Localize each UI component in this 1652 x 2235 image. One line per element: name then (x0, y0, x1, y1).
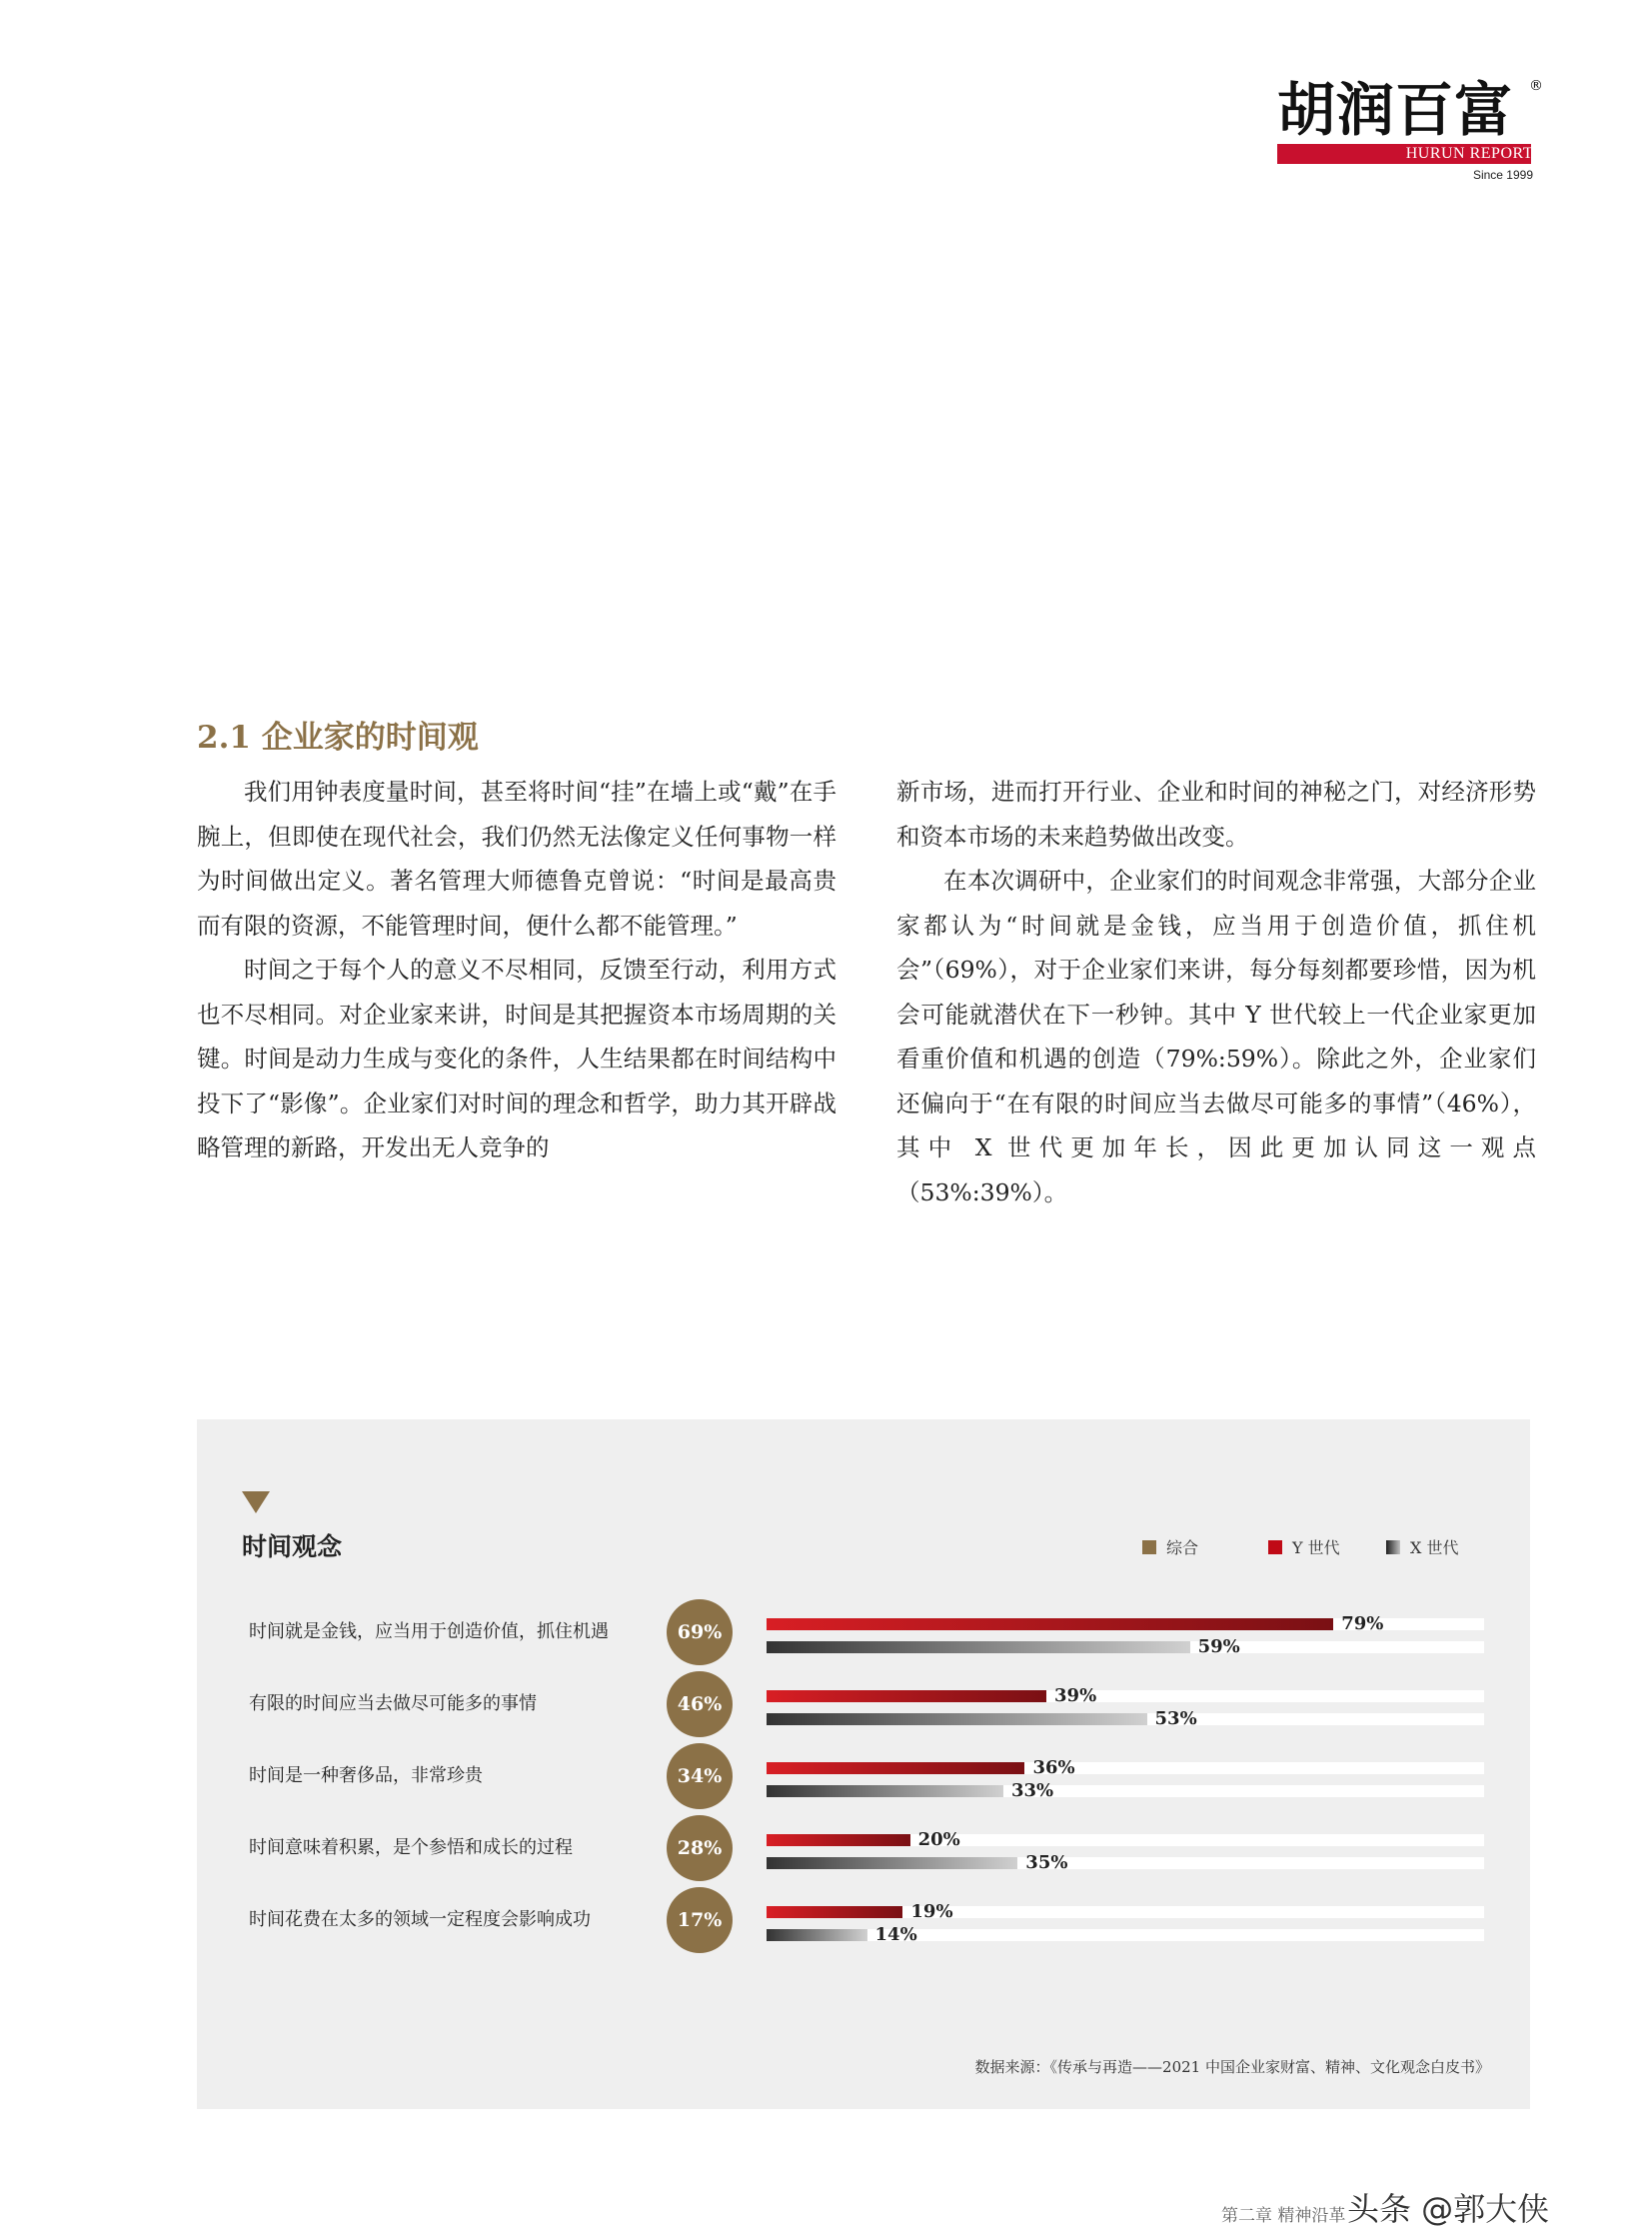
total-circle: 17% (667, 1887, 733, 1953)
category-label: 有限的时间应当去做尽可能多的事情 (249, 1693, 537, 1714)
x-value-label: 14% (874, 1924, 917, 1945)
right-column (896, 770, 1536, 1214)
y-value-label: 20% (917, 1829, 960, 1850)
legend-swatch-x (1386, 1540, 1400, 1554)
y-bar-track (767, 1834, 1484, 1846)
y-bar (767, 1690, 1046, 1702)
section-title: 2.1 企业家的时间观 (197, 720, 479, 756)
left-paragraph-1: 我们用钟表度量时间，甚至将时间“挂”在墙上或“戴”在手腕上，但即使在现代社会，我们仍然无法像定义任何事物一样为时间做出定义。著名管理大师德鲁克曾说：“时间是最高贵而有限的资源，不能管理时间，便什么都不能管理。” (197, 778, 836, 940)
y-value-label: 36% (1032, 1757, 1075, 1778)
right-paragraph-1: 新市场，进而打开行业、企业和时间的神秘之门，对经济形势和资本市场的未来趋势做出改变。 (896, 778, 1536, 851)
chart-title: 时间观念 (242, 1532, 343, 1561)
chart-panel (197, 1419, 1530, 2109)
hurun-logo (1277, 76, 1543, 184)
watermark: 头条 @郭大侠 (1347, 2190, 1550, 2228)
x-value-label: 35% (1025, 1852, 1068, 1873)
logo-since: Since 1999 (1472, 168, 1533, 182)
y-value-label: 39% (1054, 1685, 1097, 1706)
x-bar-track (767, 1785, 1484, 1797)
legend-label-x: X 世代 (1410, 1538, 1459, 1557)
footer-chapter: 第二章 精神沿革 (1221, 2206, 1346, 2226)
y-bar (767, 1618, 1333, 1630)
x-bar (767, 1857, 1017, 1869)
total-circle: 34% (667, 1743, 733, 1809)
logo-english-text: HURUN REPORT (1405, 145, 1533, 162)
x-bar (767, 1929, 867, 1941)
y-value-label: 19% (910, 1901, 953, 1922)
y-bar-track (767, 1906, 1484, 1918)
total-circle: 69% (667, 1599, 733, 1665)
legend-item-y (1268, 1535, 1340, 1558)
x-bar-track (767, 1857, 1484, 1869)
category-label: 时间意味着积累，是个参悟和成长的过程 (249, 1837, 573, 1858)
legend-label-total: 综合 (1166, 1538, 1199, 1557)
y-bar (767, 1762, 1024, 1774)
category-label: 时间花费在太多的领域一定程度会影响成功 (249, 1909, 591, 1930)
x-bar-track (767, 1641, 1484, 1653)
registered-mark: ® (1529, 78, 1543, 94)
x-value-label: 33% (1010, 1780, 1054, 1801)
legend-item-total (1142, 1535, 1198, 1558)
left-paragraph-2: 时间之于每个人的意义不尽相同，反馈至行动，利用方式也不尽相同。对企业家来讲，时间是其把握资本市场周期的关键。时间是动力生成与变化的条件，人生结果都在时间结构中投下了“影像”。企业家们对时间的理念和哲学，助力其开辟战略管理的新路，开发出无人竞争的 (197, 956, 836, 1161)
triangle-marker-icon (242, 1491, 270, 1513)
y-bar-track (767, 1690, 1484, 1702)
data-source: 数据来源：《传承与再造——2021 中国企业家财富、精神、文化观念白皮书》 (974, 2058, 1490, 2076)
category-label: 时间是一种奢侈品，非常珍贵 (249, 1765, 483, 1786)
total-circle: 28% (667, 1815, 733, 1881)
legend-swatch-total (1142, 1540, 1156, 1554)
total-circle: 46% (667, 1671, 733, 1737)
x-bar (767, 1641, 1190, 1653)
y-value-label: 79% (1341, 1613, 1384, 1634)
category-label: 时间就是金钱，应当用于创造价值，抓住机遇 (249, 1621, 609, 1642)
x-value-label: 53% (1154, 1708, 1197, 1729)
logo-chinese-text: 胡润百富 (1277, 76, 1514, 144)
x-value-label: 59% (1197, 1636, 1240, 1657)
right-paragraph-2: 在本次调研中，企业家们的时间观念非常强，大部分企业家都认为“时间就是金钱，应当用于创造价值，抓住机会”（69%），对于企业家们来讲，每分每刻都要珍惜，因为机会可能就潜伏在下一秒钟。其中 Y 世代较上一代企业家更加看重价值和机遇的创造（79%:59%）。除此之外，企业家们还偏向于“在有限的时间应当去做尽可能多的事情”（46%），其中 X 世代更加年长，因此更加认同这一观点（53%:39%）。 (896, 867, 1536, 1206)
y-bar-track (767, 1762, 1484, 1774)
y-bar (767, 1834, 910, 1846)
y-bar (767, 1906, 902, 1918)
left-column (197, 770, 836, 1170)
x-bar (767, 1713, 1147, 1725)
legend-item-x (1386, 1535, 1458, 1558)
legend-label-y: Y 世代 (1292, 1538, 1340, 1557)
x-bar (767, 1785, 1003, 1797)
legend-swatch-y (1268, 1540, 1282, 1554)
x-bar-track (767, 1713, 1484, 1725)
